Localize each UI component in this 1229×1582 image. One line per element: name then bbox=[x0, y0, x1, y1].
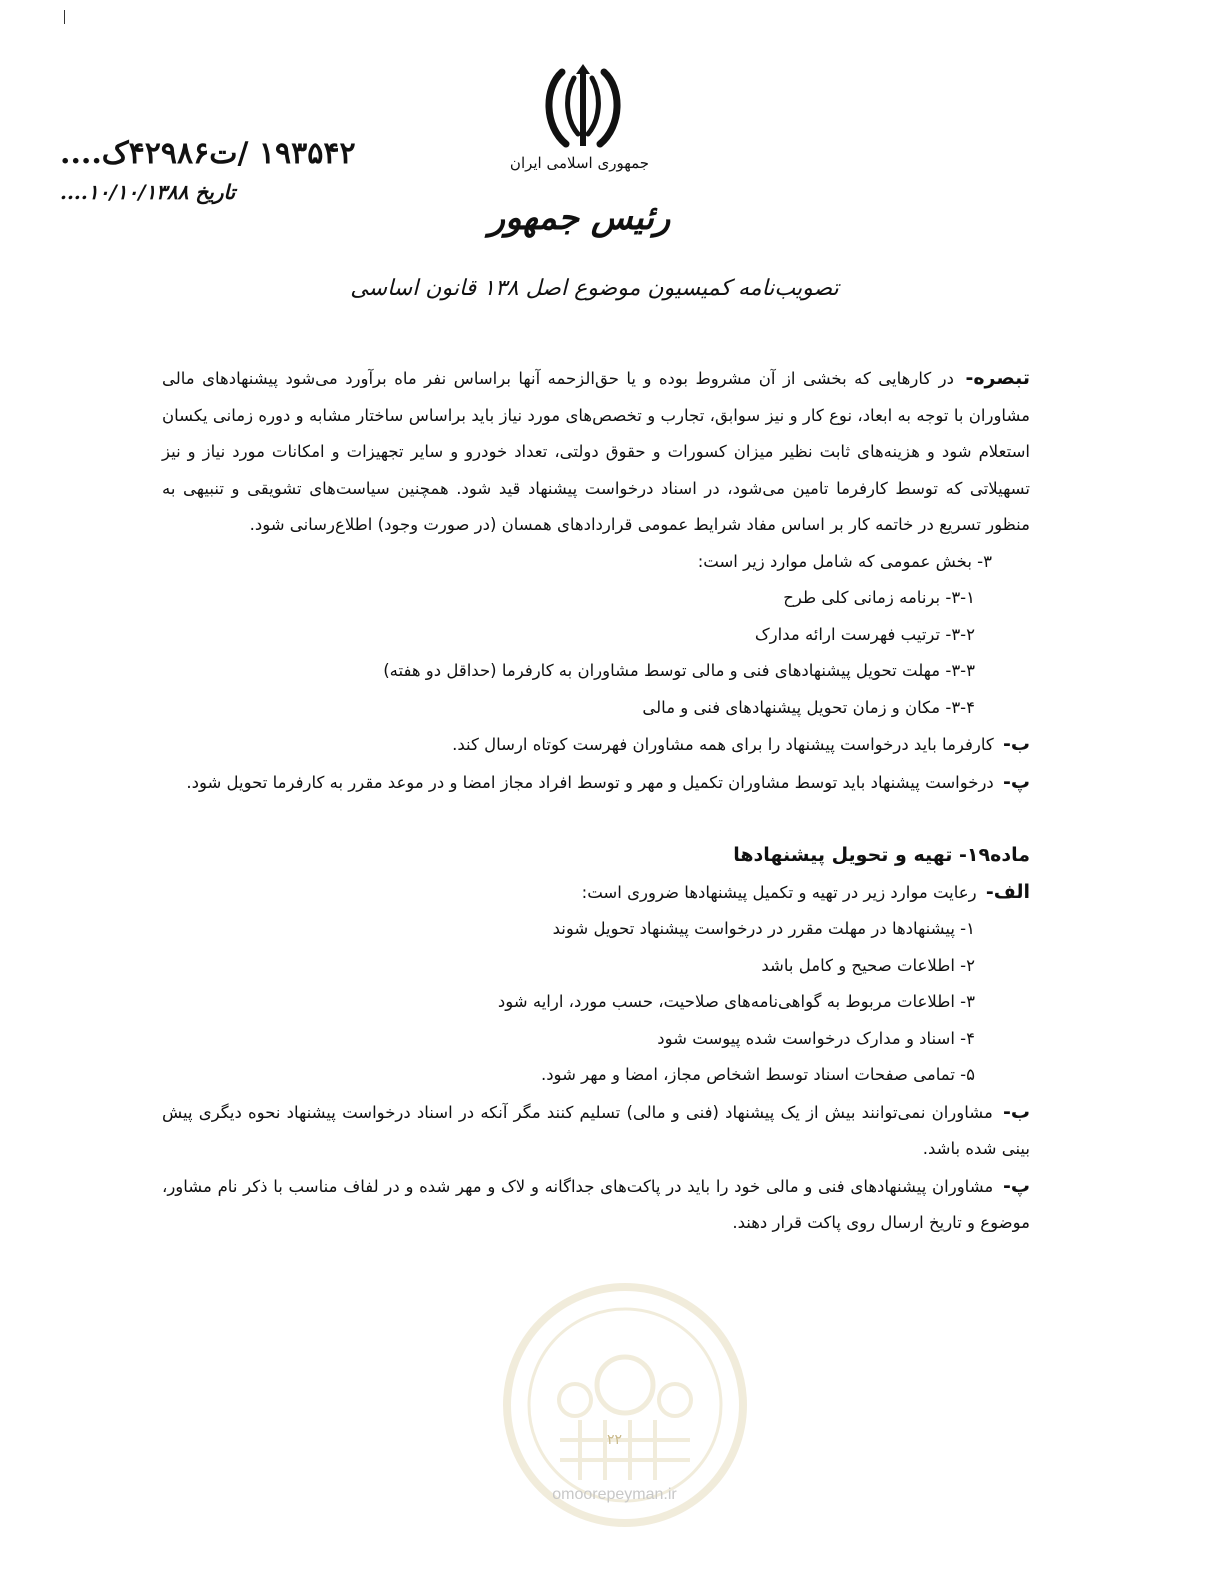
section3-heading: ۳- بخش عمومی که شامل موارد زیر است: bbox=[697, 551, 992, 571]
page-number: ۲۲ bbox=[606, 1432, 623, 1448]
clause-b2-text: مشاوران نمی‌توانند بیش از یک پیشنهاد (فنی و مالی) تسلیم کنند مگر آنکه در اسناد درخواست پیشنهاد نحوه دیگری پیش بینی شده باشد. bbox=[162, 1102, 1030, 1158]
republic-caption: جمهوری اسلامی ایران bbox=[509, 154, 650, 172]
item-alef-4: ۴- اسناد و مدارک درخواست شده پیوست شود bbox=[657, 1028, 975, 1048]
clause-alef-text: رعایت موارد زیر در تهیه و تکمیل پیشنهادها ضروری است: bbox=[581, 882, 977, 902]
item-3-2: ۳-۲- ترتیب فهرست ارائه مدارک bbox=[754, 624, 975, 644]
item-alef-2: ۲- اطلاعات صحیح و کامل باشد bbox=[761, 955, 975, 975]
tabsare-label: تبصره- bbox=[965, 367, 1030, 389]
article-19-heading: ماده۱۹- تهیه و تحویل پیشنهادها bbox=[733, 844, 1030, 866]
clause-alef bbox=[162, 874, 1030, 912]
tabsare-text: در کارهایی که بخشی از آن مشروط بوده و یا حق‌الزحمه آنها براساس نفر ماه برآورد می‌شود پیشنهادهای مالی مشاوران با توجه به ابعاد، نوع کار و نیز سوابق، تجارب و تخصص‌های مورد نیاز باید براساس ساختار مشابه و دوره زمانی یکسان استعلام شود و هزینه‌های ثابت نظیر میزان کسورات و حقوق دولتی، تعداد خودرو و سایر تجهیزات و امکانات مورد نیاز و نیز تسهیلاتی که توسط کارفرما تامین می‌شود، در اسناد درخواست پیشنهاد قید شود. همچنین سیاست‌های تشویقی و تنبیهی به منظور تسریع در خاتمه کار بر اساس مفاد شرایط عمومی قراردادهای همسان (در صورت وجود) اطلاع‌رسانی شود. bbox=[162, 369, 1030, 534]
clause-b bbox=[162, 726, 1030, 764]
reference-number: ۱۹۳۵۴۲ /ت۴۲۹۸۶ک.... bbox=[60, 136, 356, 171]
clause-b-text: کارفرما باید درخواست پیشنهاد را برای همه مشاوران فهرست کوتاه ارسال کند. bbox=[452, 735, 994, 754]
clause-b-label: ب- bbox=[1003, 733, 1030, 755]
clause-b2-label: ب- bbox=[1003, 1100, 1030, 1123]
clause-alef-label: الف- bbox=[985, 880, 1030, 903]
reference-date: تاریخ ۱۰/۱۰/۱۳۸۸.... bbox=[60, 180, 236, 204]
clause-p2-label: پ- bbox=[1003, 1174, 1030, 1197]
item-3-4: ۳-۴- مکان و زمان تحویل پیشنهادهای فنی و مالی bbox=[642, 697, 975, 717]
clause-p2-text: مشاوران پیشنهادهای فنی و مالی خود را باید در پاکت‌های جداگانه و لاک و مهر شده و در لفاف مناسب با ذکر نام مشاور، موضوع و تاریخ ارسال روی پاکت قرار دهند. bbox=[162, 1176, 1030, 1232]
item-3-1: ۳-۱- برنامه زمانی کلی طرح bbox=[783, 588, 975, 607]
iran-emblem-icon bbox=[540, 64, 626, 154]
item-3-3: ۳-۳- مهلت تحویل پیشنهادهای فنی و مالی توسط مشاوران به کارفرما (حداقل دو هفته) bbox=[383, 661, 975, 680]
clause-p2 bbox=[162, 1168, 1030, 1242]
clause-p bbox=[162, 764, 1030, 802]
website-watermark: omoorepeyman.ir bbox=[552, 1486, 677, 1503]
clause-p-label: پ- bbox=[1003, 770, 1030, 793]
president-title: رئیس جمهور bbox=[488, 198, 671, 238]
margin-tick bbox=[64, 10, 65, 24]
document-body bbox=[162, 360, 1030, 1242]
clause-p-text: درخواست پیشنهاد باید توسط مشاوران تکمیل و مهر و توسط افراد مجاز امضا و در موعد مقرر به کارفرما تحویل شود. bbox=[186, 772, 994, 792]
item-alef-5: ۵- تمامی صفحات اسناد توسط اشخاص مجاز، امضا و مهر شود. bbox=[540, 1065, 975, 1084]
clause-b2 bbox=[162, 1094, 1030, 1168]
item-alef-1: ۱- پیشنهادها در مهلت مقرر در درخواست پیشنهاد تحویل شوند bbox=[552, 919, 975, 938]
item-alef-3: ۳- اطلاعات مربوط به گواهی‌نامه‌های صلاحیت، حسب مورد، ارایه شود bbox=[497, 992, 975, 1011]
tabsare-paragraph bbox=[162, 360, 1030, 544]
approval-title: تصویب‌نامه کمیسیون موضوع اصل ۱۳۸ قانون اساسی bbox=[350, 276, 839, 301]
